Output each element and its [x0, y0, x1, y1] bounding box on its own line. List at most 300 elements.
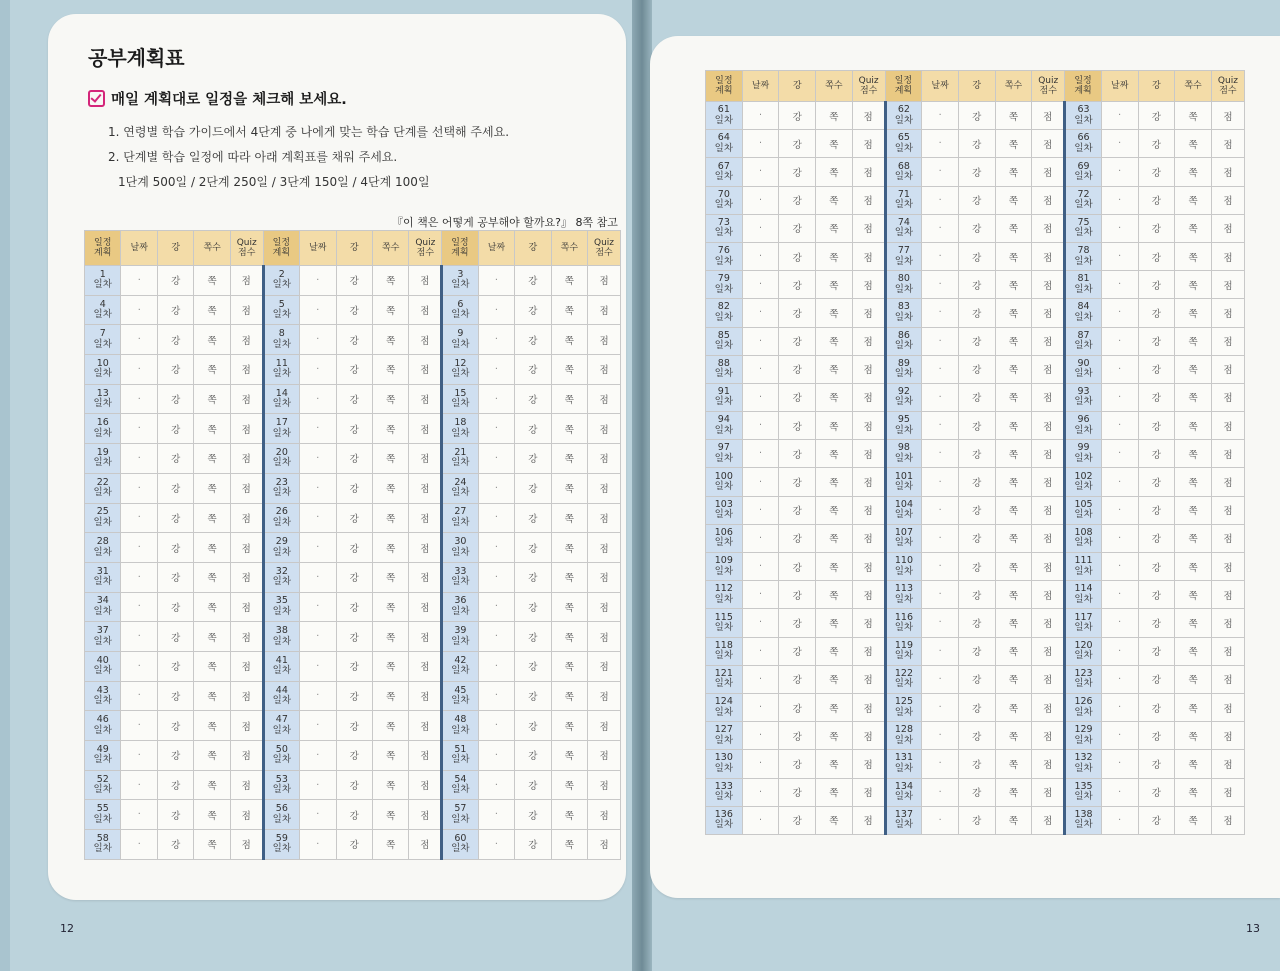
date-field[interactable]: · [922, 665, 959, 693]
quiz-score-field[interactable]: 점 [852, 778, 885, 806]
quiz-score-field[interactable]: 점 [1032, 806, 1065, 834]
page-count-field[interactable]: 쪽 [995, 214, 1032, 242]
quiz-score-field[interactable]: 점 [1211, 665, 1244, 693]
lecture-field[interactable]: 강 [515, 473, 551, 503]
page-count-field[interactable]: 쪽 [1175, 665, 1212, 693]
date-field[interactable]: · [922, 327, 959, 355]
page-count-field[interactable]: 쪽 [373, 770, 409, 800]
date-field[interactable]: · [1101, 750, 1138, 778]
lecture-field[interactable]: 강 [336, 741, 372, 771]
quiz-score-field[interactable]: 점 [852, 665, 885, 693]
page-count-field[interactable]: 쪽 [194, 830, 230, 860]
date-field[interactable]: · [300, 503, 336, 533]
quiz-score-field[interactable]: 점 [1032, 637, 1065, 665]
quiz-score-field[interactable]: 점 [1211, 102, 1244, 130]
quiz-score-field[interactable]: 점 [588, 533, 621, 563]
date-field[interactable]: · [742, 524, 779, 552]
date-field[interactable]: · [742, 581, 779, 609]
lecture-field[interactable]: 강 [779, 750, 816, 778]
page-count-field[interactable]: 쪽 [551, 414, 587, 444]
lecture-field[interactable]: 강 [336, 325, 372, 355]
quiz-score-field[interactable]: 점 [588, 800, 621, 830]
date-field[interactable]: · [1101, 299, 1138, 327]
date-field[interactable]: · [300, 266, 336, 296]
date-field[interactable]: · [1101, 524, 1138, 552]
page-count-field[interactable]: 쪽 [816, 299, 853, 327]
page-count-field[interactable]: 쪽 [995, 496, 1032, 524]
page-count-field[interactable]: 쪽 [551, 830, 587, 860]
lecture-field[interactable]: 강 [336, 414, 372, 444]
quiz-score-field[interactable]: 점 [852, 130, 885, 158]
page-count-field[interactable]: 쪽 [373, 503, 409, 533]
page-count-field[interactable]: 쪽 [995, 750, 1032, 778]
date-field[interactable]: · [1101, 609, 1138, 637]
date-field[interactable]: · [742, 750, 779, 778]
lecture-field[interactable]: 강 [958, 468, 995, 496]
date-field[interactable]: · [478, 503, 514, 533]
page-count-field[interactable]: 쪽 [995, 524, 1032, 552]
page-count-field[interactable]: 쪽 [1175, 524, 1212, 552]
page-count-field[interactable]: 쪽 [1175, 778, 1212, 806]
date-field[interactable]: · [121, 503, 157, 533]
page-count-field[interactable]: 쪽 [551, 473, 587, 503]
lecture-field[interactable]: 강 [336, 355, 372, 385]
date-field[interactable]: · [1101, 665, 1138, 693]
date-field[interactable]: · [478, 800, 514, 830]
date-field[interactable]: · [922, 102, 959, 130]
quiz-score-field[interactable]: 점 [852, 750, 885, 778]
lecture-field[interactable]: 강 [779, 553, 816, 581]
page-count-field[interactable]: 쪽 [816, 242, 853, 270]
date-field[interactable]: · [922, 299, 959, 327]
date-field[interactable]: · [922, 722, 959, 750]
quiz-score-field[interactable]: 점 [1211, 806, 1244, 834]
page-count-field[interactable]: 쪽 [995, 355, 1032, 383]
page-count-field[interactable]: 쪽 [995, 383, 1032, 411]
lecture-field[interactable]: 강 [336, 711, 372, 741]
quiz-score-field[interactable]: 점 [1032, 271, 1065, 299]
date-field[interactable]: · [478, 741, 514, 771]
quiz-score-field[interactable]: 점 [588, 266, 621, 296]
lecture-field[interactable]: 강 [958, 665, 995, 693]
lecture-field[interactable]: 강 [1138, 524, 1175, 552]
quiz-score-field[interactable]: 점 [852, 722, 885, 750]
date-field[interactable]: · [742, 355, 779, 383]
page-count-field[interactable]: 쪽 [194, 444, 230, 474]
page-count-field[interactable]: 쪽 [194, 295, 230, 325]
page-count-field[interactable]: 쪽 [1175, 186, 1212, 214]
date-field[interactable]: · [121, 444, 157, 474]
page-count-field[interactable]: 쪽 [816, 102, 853, 130]
lecture-field[interactable]: 강 [958, 496, 995, 524]
date-field[interactable]: · [478, 770, 514, 800]
date-field[interactable]: · [121, 741, 157, 771]
quiz-score-field[interactable]: 점 [1211, 468, 1244, 496]
page-count-field[interactable]: 쪽 [194, 414, 230, 444]
lecture-field[interactable]: 강 [515, 651, 551, 681]
date-field[interactable]: · [922, 158, 959, 186]
quiz-score-field[interactable]: 점 [1032, 778, 1065, 806]
lecture-field[interactable]: 강 [515, 830, 551, 860]
page-count-field[interactable]: 쪽 [1175, 722, 1212, 750]
date-field[interactable]: · [1101, 327, 1138, 355]
quiz-score-field[interactable]: 점 [1211, 778, 1244, 806]
quiz-score-field[interactable]: 점 [230, 533, 263, 563]
quiz-score-field[interactable]: 점 [1211, 637, 1244, 665]
page-count-field[interactable]: 쪽 [194, 770, 230, 800]
lecture-field[interactable]: 강 [779, 327, 816, 355]
date-field[interactable]: · [300, 325, 336, 355]
quiz-score-field[interactable]: 점 [230, 711, 263, 741]
lecture-field[interactable]: 강 [779, 355, 816, 383]
lecture-field[interactable]: 강 [779, 102, 816, 130]
page-count-field[interactable]: 쪽 [194, 622, 230, 652]
quiz-score-field[interactable]: 점 [1032, 609, 1065, 637]
lecture-field[interactable]: 강 [958, 693, 995, 721]
lecture-field[interactable]: 강 [157, 741, 193, 771]
page-count-field[interactable]: 쪽 [551, 503, 587, 533]
quiz-score-field[interactable]: 점 [1032, 440, 1065, 468]
page-count-field[interactable]: 쪽 [373, 651, 409, 681]
date-field[interactable]: · [300, 830, 336, 860]
quiz-score-field[interactable]: 점 [1032, 299, 1065, 327]
page-count-field[interactable]: 쪽 [995, 637, 1032, 665]
quiz-score-field[interactable]: 점 [852, 693, 885, 721]
date-field[interactable]: · [742, 722, 779, 750]
quiz-score-field[interactable]: 점 [409, 592, 442, 622]
date-field[interactable]: · [742, 553, 779, 581]
date-field[interactable]: · [922, 242, 959, 270]
page-count-field[interactable]: 쪽 [373, 533, 409, 563]
lecture-field[interactable]: 강 [1138, 102, 1175, 130]
quiz-score-field[interactable]: 점 [852, 383, 885, 411]
lecture-field[interactable]: 강 [958, 214, 995, 242]
lecture-field[interactable]: 강 [958, 383, 995, 411]
quiz-score-field[interactable]: 점 [230, 622, 263, 652]
page-count-field[interactable]: 쪽 [816, 383, 853, 411]
page-count-field[interactable]: 쪽 [551, 622, 587, 652]
date-field[interactable]: · [1101, 186, 1138, 214]
date-field[interactable]: · [742, 412, 779, 440]
date-field[interactable]: · [478, 355, 514, 385]
lecture-field[interactable]: 강 [779, 440, 816, 468]
lecture-field[interactable]: 강 [779, 806, 816, 834]
quiz-score-field[interactable]: 점 [230, 473, 263, 503]
lecture-field[interactable]: 강 [515, 355, 551, 385]
date-field[interactable]: · [742, 327, 779, 355]
date-field[interactable]: · [121, 770, 157, 800]
lecture-field[interactable]: 강 [336, 384, 372, 414]
lecture-field[interactable]: 강 [1138, 496, 1175, 524]
quiz-score-field[interactable]: 점 [1211, 440, 1244, 468]
lecture-field[interactable]: 강 [1138, 158, 1175, 186]
quiz-score-field[interactable]: 점 [852, 299, 885, 327]
page-count-field[interactable]: 쪽 [816, 440, 853, 468]
page-count-field[interactable]: 쪽 [373, 325, 409, 355]
lecture-field[interactable]: 강 [958, 637, 995, 665]
date-field[interactable]: · [300, 622, 336, 652]
quiz-score-field[interactable]: 점 [852, 553, 885, 581]
date-field[interactable]: · [1101, 581, 1138, 609]
date-field[interactable]: · [742, 158, 779, 186]
page-count-field[interactable]: 쪽 [373, 711, 409, 741]
page-count-field[interactable]: 쪽 [194, 592, 230, 622]
quiz-score-field[interactable]: 점 [409, 266, 442, 296]
lecture-field[interactable]: 강 [779, 778, 816, 806]
lecture-field[interactable]: 강 [157, 800, 193, 830]
quiz-score-field[interactable]: 점 [409, 562, 442, 592]
quiz-score-field[interactable]: 점 [852, 524, 885, 552]
lecture-field[interactable]: 강 [958, 412, 995, 440]
quiz-score-field[interactable]: 점 [409, 414, 442, 444]
quiz-score-field[interactable]: 점 [409, 711, 442, 741]
page-count-field[interactable]: 쪽 [995, 722, 1032, 750]
quiz-score-field[interactable]: 점 [1211, 327, 1244, 355]
page-count-field[interactable]: 쪽 [995, 242, 1032, 270]
quiz-score-field[interactable]: 점 [230, 592, 263, 622]
date-field[interactable]: · [922, 524, 959, 552]
lecture-field[interactable]: 강 [157, 414, 193, 444]
page-count-field[interactable]: 쪽 [1175, 299, 1212, 327]
quiz-score-field[interactable]: 점 [588, 473, 621, 503]
quiz-score-field[interactable]: 점 [852, 496, 885, 524]
date-field[interactable]: · [300, 681, 336, 711]
lecture-field[interactable]: 강 [515, 622, 551, 652]
quiz-score-field[interactable]: 점 [1211, 750, 1244, 778]
quiz-score-field[interactable]: 점 [409, 770, 442, 800]
lecture-field[interactable]: 강 [779, 242, 816, 270]
page-count-field[interactable]: 쪽 [1175, 130, 1212, 158]
lecture-field[interactable]: 강 [1138, 778, 1175, 806]
date-field[interactable]: · [478, 325, 514, 355]
lecture-field[interactable]: 강 [779, 496, 816, 524]
lecture-field[interactable]: 강 [1138, 581, 1175, 609]
date-field[interactable]: · [1101, 806, 1138, 834]
date-field[interactable]: · [478, 414, 514, 444]
quiz-score-field[interactable]: 점 [588, 741, 621, 771]
page-count-field[interactable]: 쪽 [551, 533, 587, 563]
quiz-score-field[interactable]: 점 [588, 295, 621, 325]
page-count-field[interactable]: 쪽 [1175, 383, 1212, 411]
date-field[interactable]: · [922, 383, 959, 411]
page-count-field[interactable]: 쪽 [816, 214, 853, 242]
quiz-score-field[interactable]: 점 [230, 830, 263, 860]
date-field[interactable]: · [300, 800, 336, 830]
lecture-field[interactable]: 강 [779, 158, 816, 186]
lecture-field[interactable]: 강 [1138, 299, 1175, 327]
quiz-score-field[interactable]: 점 [1032, 355, 1065, 383]
date-field[interactable]: · [121, 414, 157, 444]
quiz-score-field[interactable]: 점 [588, 711, 621, 741]
quiz-score-field[interactable]: 점 [409, 681, 442, 711]
lecture-field[interactable]: 강 [157, 592, 193, 622]
date-field[interactable]: · [1101, 383, 1138, 411]
lecture-field[interactable]: 강 [515, 444, 551, 474]
lecture-field[interactable]: 강 [336, 266, 372, 296]
date-field[interactable]: · [300, 295, 336, 325]
date-field[interactable]: · [478, 444, 514, 474]
quiz-score-field[interactable]: 점 [230, 651, 263, 681]
lecture-field[interactable]: 강 [515, 741, 551, 771]
page-count-field[interactable]: 쪽 [995, 553, 1032, 581]
page-count-field[interactable]: 쪽 [816, 158, 853, 186]
lecture-field[interactable]: 강 [157, 325, 193, 355]
quiz-score-field[interactable]: 점 [1211, 722, 1244, 750]
date-field[interactable]: · [922, 806, 959, 834]
page-count-field[interactable]: 쪽 [373, 622, 409, 652]
lecture-field[interactable]: 강 [336, 830, 372, 860]
quiz-score-field[interactable]: 점 [1032, 496, 1065, 524]
lecture-field[interactable]: 강 [515, 562, 551, 592]
page-count-field[interactable]: 쪽 [1175, 468, 1212, 496]
page-count-field[interactable]: 쪽 [1175, 327, 1212, 355]
quiz-score-field[interactable]: 점 [409, 651, 442, 681]
date-field[interactable]: · [300, 741, 336, 771]
lecture-field[interactable]: 강 [1138, 468, 1175, 496]
date-field[interactable]: · [300, 355, 336, 385]
page-count-field[interactable]: 쪽 [816, 553, 853, 581]
quiz-score-field[interactable]: 점 [409, 473, 442, 503]
page-count-field[interactable]: 쪽 [551, 800, 587, 830]
quiz-score-field[interactable]: 점 [230, 741, 263, 771]
lecture-field[interactable]: 강 [157, 503, 193, 533]
page-count-field[interactable]: 쪽 [1175, 496, 1212, 524]
page-count-field[interactable]: 쪽 [1175, 102, 1212, 130]
lecture-field[interactable]: 강 [157, 473, 193, 503]
quiz-score-field[interactable]: 점 [1032, 383, 1065, 411]
date-field[interactable]: · [922, 412, 959, 440]
date-field[interactable]: · [742, 242, 779, 270]
quiz-score-field[interactable]: 점 [1032, 242, 1065, 270]
page-count-field[interactable]: 쪽 [1175, 412, 1212, 440]
date-field[interactable]: · [742, 299, 779, 327]
page-count-field[interactable]: 쪽 [816, 496, 853, 524]
date-field[interactable]: · [1101, 102, 1138, 130]
date-field[interactable]: · [922, 496, 959, 524]
quiz-score-field[interactable]: 점 [852, 158, 885, 186]
date-field[interactable]: · [742, 440, 779, 468]
quiz-score-field[interactable]: 점 [230, 800, 263, 830]
lecture-field[interactable]: 강 [779, 722, 816, 750]
page-count-field[interactable]: 쪽 [816, 750, 853, 778]
date-field[interactable]: · [121, 711, 157, 741]
date-field[interactable]: · [1101, 778, 1138, 806]
lecture-field[interactable]: 강 [1138, 693, 1175, 721]
date-field[interactable]: · [742, 806, 779, 834]
page-count-field[interactable]: 쪽 [995, 130, 1032, 158]
quiz-score-field[interactable]: 점 [1211, 158, 1244, 186]
page-count-field[interactable]: 쪽 [194, 503, 230, 533]
date-field[interactable]: · [300, 444, 336, 474]
page-count-field[interactable]: 쪽 [551, 444, 587, 474]
quiz-score-field[interactable]: 점 [1032, 468, 1065, 496]
page-count-field[interactable]: 쪽 [194, 562, 230, 592]
lecture-field[interactable]: 강 [515, 266, 551, 296]
lecture-field[interactable]: 강 [157, 830, 193, 860]
page-count-field[interactable]: 쪽 [551, 562, 587, 592]
lecture-field[interactable]: 강 [779, 524, 816, 552]
page-count-field[interactable]: 쪽 [816, 806, 853, 834]
page-count-field[interactable]: 쪽 [995, 327, 1032, 355]
page-count-field[interactable]: 쪽 [373, 562, 409, 592]
page-count-field[interactable]: 쪽 [194, 266, 230, 296]
date-field[interactable]: · [922, 355, 959, 383]
page-count-field[interactable]: 쪽 [995, 806, 1032, 834]
page-count-field[interactable]: 쪽 [194, 741, 230, 771]
date-field[interactable]: · [121, 266, 157, 296]
lecture-field[interactable]: 강 [958, 158, 995, 186]
page-count-field[interactable]: 쪽 [551, 295, 587, 325]
lecture-field[interactable]: 강 [1138, 271, 1175, 299]
date-field[interactable]: · [1101, 130, 1138, 158]
page-count-field[interactable]: 쪽 [551, 266, 587, 296]
quiz-score-field[interactable]: 점 [1032, 665, 1065, 693]
quiz-score-field[interactable]: 점 [409, 741, 442, 771]
page-count-field[interactable]: 쪽 [373, 592, 409, 622]
page-count-field[interactable]: 쪽 [816, 130, 853, 158]
quiz-score-field[interactable]: 점 [852, 581, 885, 609]
page-count-field[interactable]: 쪽 [551, 384, 587, 414]
date-field[interactable]: · [121, 562, 157, 592]
page-count-field[interactable]: 쪽 [816, 693, 853, 721]
page-count-field[interactable]: 쪽 [816, 524, 853, 552]
lecture-field[interactable]: 강 [958, 327, 995, 355]
date-field[interactable]: · [922, 468, 959, 496]
quiz-score-field[interactable]: 점 [852, 637, 885, 665]
date-field[interactable]: · [478, 384, 514, 414]
date-field[interactable]: · [742, 186, 779, 214]
quiz-score-field[interactable]: 점 [588, 325, 621, 355]
date-field[interactable]: · [121, 681, 157, 711]
date-field[interactable]: · [742, 496, 779, 524]
lecture-field[interactable]: 강 [1138, 186, 1175, 214]
page-count-field[interactable]: 쪽 [816, 581, 853, 609]
page-count-field[interactable]: 쪽 [816, 665, 853, 693]
quiz-score-field[interactable]: 점 [852, 609, 885, 637]
lecture-field[interactable]: 강 [515, 533, 551, 563]
lecture-field[interactable]: 강 [1138, 412, 1175, 440]
page-count-field[interactable]: 쪽 [194, 800, 230, 830]
quiz-score-field[interactable]: 점 [588, 830, 621, 860]
date-field[interactable]: · [121, 473, 157, 503]
date-field[interactable]: · [1101, 271, 1138, 299]
lecture-field[interactable]: 강 [779, 693, 816, 721]
quiz-score-field[interactable]: 점 [1211, 299, 1244, 327]
page-count-field[interactable]: 쪽 [995, 299, 1032, 327]
quiz-score-field[interactable]: 점 [1032, 102, 1065, 130]
date-field[interactable]: · [742, 271, 779, 299]
quiz-score-field[interactable]: 점 [588, 562, 621, 592]
date-field[interactable]: · [1101, 722, 1138, 750]
date-field[interactable]: · [922, 609, 959, 637]
lecture-field[interactable]: 강 [958, 778, 995, 806]
page-count-field[interactable]: 쪽 [551, 355, 587, 385]
date-field[interactable]: · [1101, 553, 1138, 581]
page-count-field[interactable]: 쪽 [995, 102, 1032, 130]
page-count-field[interactable]: 쪽 [551, 770, 587, 800]
lecture-field[interactable]: 강 [779, 383, 816, 411]
date-field[interactable]: · [1101, 412, 1138, 440]
date-field[interactable]: · [478, 562, 514, 592]
date-field[interactable]: · [922, 440, 959, 468]
date-field[interactable]: · [742, 778, 779, 806]
lecture-field[interactable]: 강 [1138, 806, 1175, 834]
lecture-field[interactable]: 강 [336, 444, 372, 474]
quiz-score-field[interactable]: 점 [852, 214, 885, 242]
quiz-score-field[interactable]: 점 [409, 444, 442, 474]
lecture-field[interactable]: 강 [958, 722, 995, 750]
date-field[interactable]: · [1101, 242, 1138, 270]
